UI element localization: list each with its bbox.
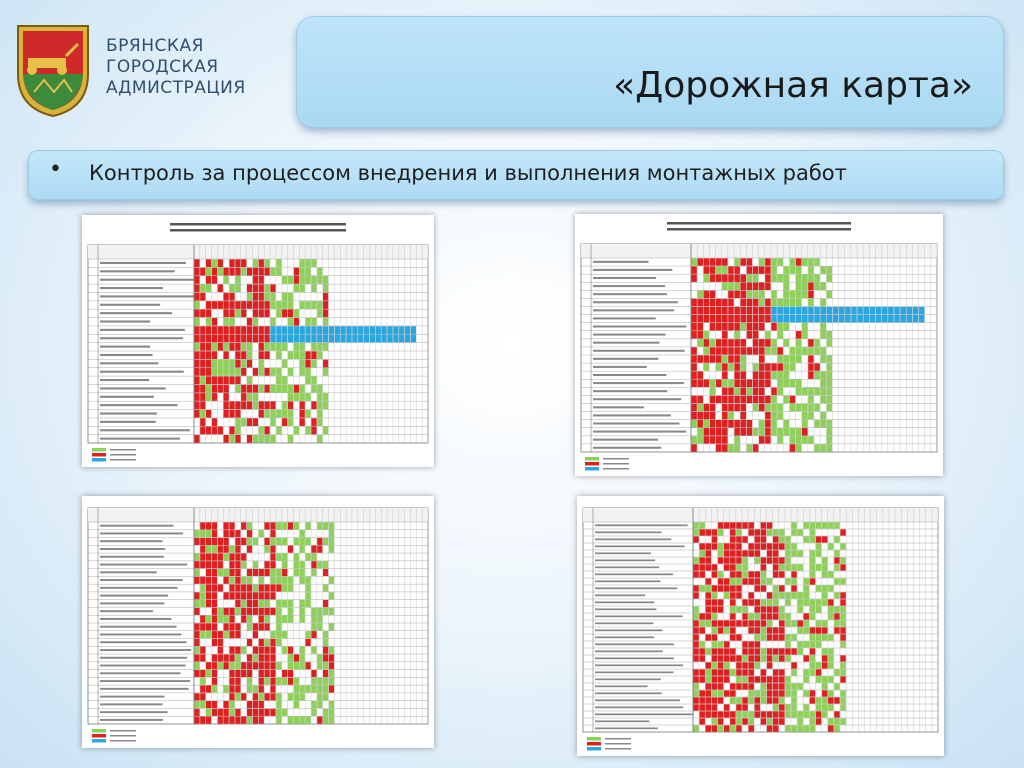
roadmap-document-4 xyxy=(577,496,944,756)
roadmap-document-3 xyxy=(82,496,434,748)
bullet-text: Контроль за процессом внедрения и выполнения монтажных работ xyxy=(89,161,847,185)
bullet-point-icon: • xyxy=(49,157,62,182)
bullet-panel xyxy=(28,150,1004,200)
roadmap-document-1 xyxy=(82,215,434,467)
org-line-1: БРЯНСКАЯ xyxy=(106,36,204,56)
title-panel xyxy=(296,16,1004,128)
slide-title: «Дорожная карта» xyxy=(613,65,973,106)
organization-name xyxy=(106,36,246,99)
city-coat-of-arms-icon xyxy=(14,22,92,118)
org-line-3: АДМИСТРАЦИЯ xyxy=(106,78,246,98)
roadmap-document-2 xyxy=(575,214,943,476)
org-line-2: ГОРОДСКАЯ xyxy=(106,57,219,77)
